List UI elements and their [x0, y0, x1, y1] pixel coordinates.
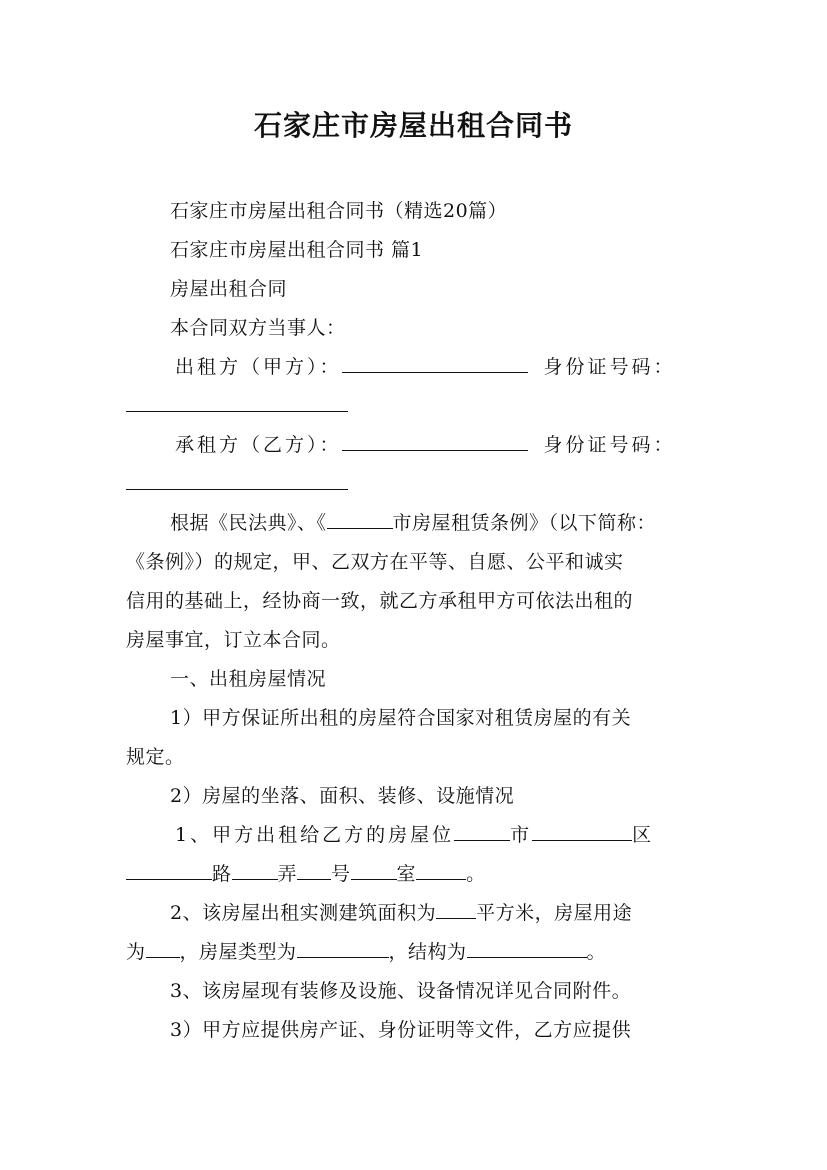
- paragraph-line: 房屋事宜，订立本合同。: [126, 629, 341, 651]
- number-blank[interactable]: [297, 861, 331, 880]
- road-blank[interactable]: [126, 861, 212, 880]
- item-text: 为: [126, 941, 146, 963]
- item-text: 市: [510, 824, 533, 846]
- item-text: 平方米，房屋用途: [476, 902, 633, 924]
- document-title: 石家庄市房屋出租合同书: [253, 109, 573, 142]
- section-one-heading: 一、出租房屋情况: [170, 668, 327, 690]
- paragraph-text: 根据《民法典》、《: [170, 512, 327, 534]
- lessor-id-label: 身份证号码：: [543, 356, 676, 378]
- item-text: 。: [466, 863, 486, 885]
- item-text: 弄: [277, 863, 298, 885]
- paragraph-text: 市房屋租赁条例》（以下简称：: [392, 512, 657, 534]
- item-line: [126, 939, 606, 965]
- item-text: ，结构为: [388, 941, 467, 963]
- lessor-label: 出租方（甲方）：: [175, 356, 342, 378]
- room-prefix-blank[interactable]: [351, 861, 397, 880]
- item-line: [170, 900, 632, 926]
- item-text: 室: [396, 863, 417, 885]
- paragraph-line: [170, 510, 656, 536]
- lessor-line: [175, 354, 676, 380]
- parties-label: 本合同双方当事人：: [170, 317, 346, 339]
- structure-blank[interactable]: [467, 939, 587, 958]
- subtitle-line: 石家庄市房屋出租合同书（精选20篇）: [170, 200, 508, 222]
- lessor-id-row: [126, 393, 348, 419]
- lessee-line: [175, 432, 676, 458]
- item-line: 3、该房屋现有装修及设施、设备情况详见合同附件。: [170, 980, 632, 1002]
- usage-blank[interactable]: [146, 939, 180, 958]
- paragraph-line: 《条例》）的规定，甲、乙双方在平等、自愿、公平和诚实: [126, 551, 624, 573]
- item-text: 号: [331, 863, 351, 885]
- type-blank[interactable]: [297, 939, 389, 958]
- item-text: 1、甲方出租给乙方的房屋位: [175, 824, 455, 846]
- lessor-id-blank[interactable]: [126, 393, 348, 412]
- lessee-id-blank[interactable]: [126, 471, 348, 490]
- clause-line: 2）房屋的坐落、面积、装修、设施情况: [170, 785, 515, 807]
- item-line: [175, 822, 654, 848]
- lessee-name-blank[interactable]: [342, 432, 528, 451]
- city-blank[interactable]: [327, 510, 393, 529]
- item-text: 2、该房屋出租实测建筑面积为: [170, 902, 437, 924]
- clause-line: 规定。: [126, 746, 185, 768]
- room-blank[interactable]: [416, 861, 466, 880]
- paragraph-line: 信用的基础上，经协商一致，就乙方承租甲方可依法出租的: [126, 590, 634, 612]
- section-heading: 石家庄市房屋出租合同书 篇1: [170, 239, 424, 261]
- lane-blank[interactable]: [232, 861, 278, 880]
- item-text: 。: [586, 941, 607, 963]
- city-blank[interactable]: [454, 822, 510, 841]
- lessee-id-row: [126, 471, 348, 497]
- item-text: ，房屋类型为: [179, 941, 297, 963]
- area-blank[interactable]: [436, 900, 476, 919]
- district-blank[interactable]: [532, 822, 632, 841]
- item-text: 区: [632, 824, 655, 846]
- lessee-label: 承租方（乙方）：: [175, 434, 342, 456]
- item-line: [126, 861, 486, 887]
- contract-name: 房屋出租合同: [170, 278, 288, 300]
- clause-line: 3）甲方应提供房产证、身份证明等文件，乙方应提供: [170, 1019, 632, 1041]
- clause-line: 1）甲方保证所出租的房屋符合国家对租赁房屋的有关: [170, 707, 632, 729]
- lessee-id-label: 身份证号码：: [543, 434, 676, 456]
- lessor-name-blank[interactable]: [342, 354, 528, 373]
- item-text: 路: [212, 863, 232, 885]
